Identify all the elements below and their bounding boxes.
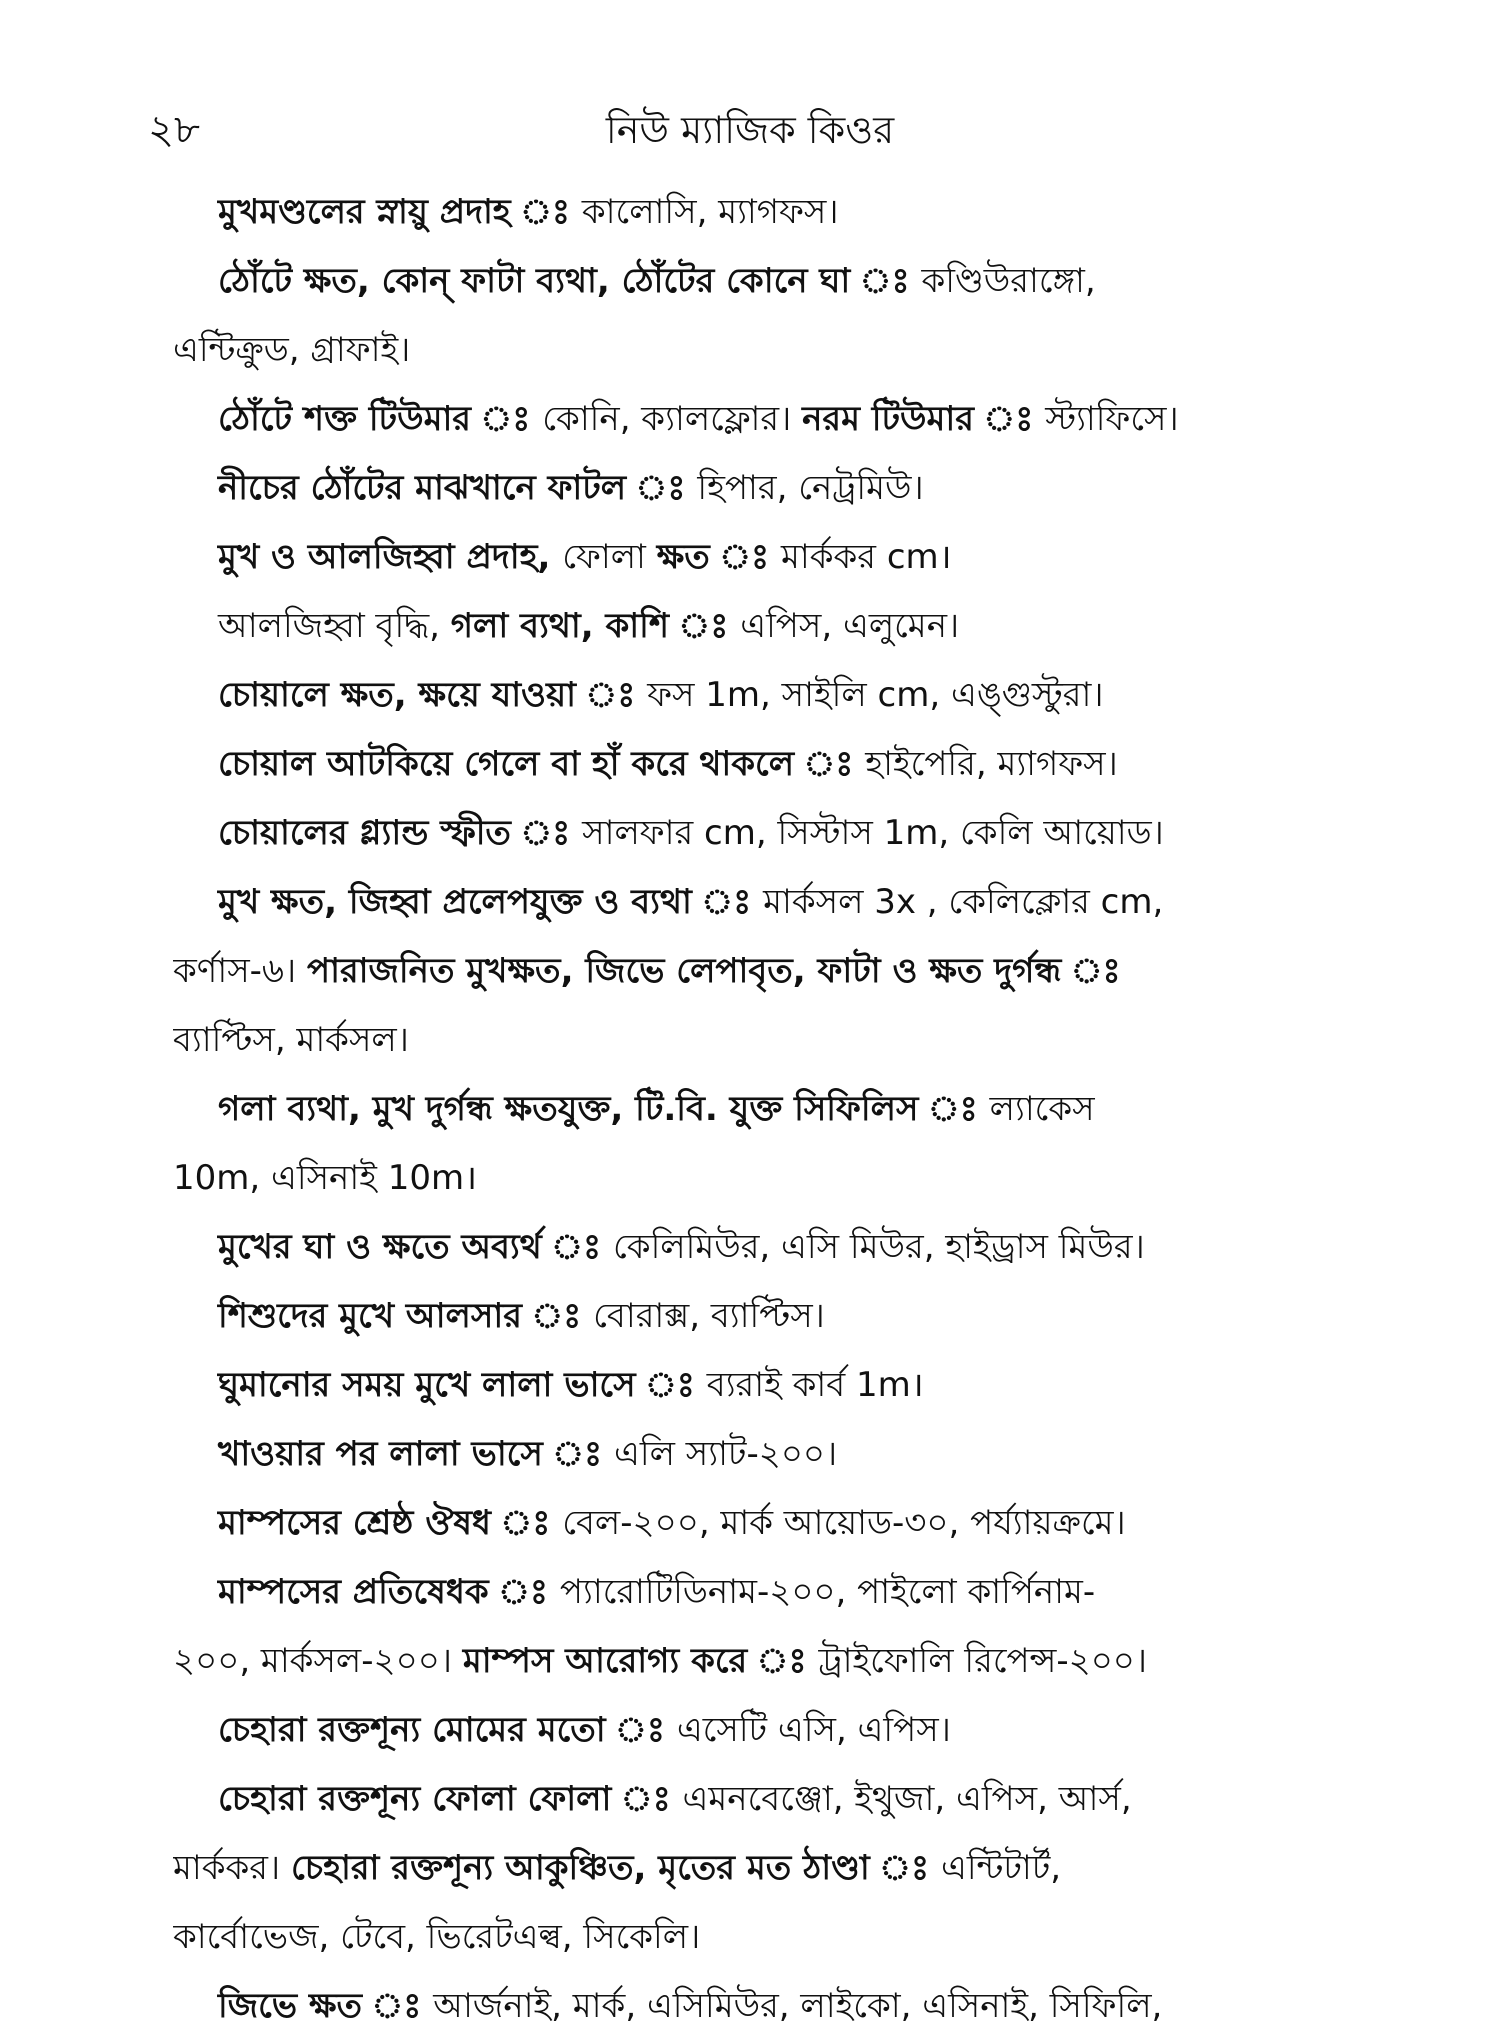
text-line bbox=[173, 1351, 1338, 1420]
remedy-entries bbox=[173, 178, 1338, 2041]
text-line bbox=[173, 1075, 1338, 1144]
text-line bbox=[173, 1006, 1338, 1075]
remedy-text: ব্যাপ্টিস, মার্কসল। bbox=[173, 1020, 409, 1060]
symptom-heading: চেহারা রক্তশূন্য ফোলা ফোলা ঃ bbox=[218, 1779, 683, 1819]
remedy-text: এমনবেঞ্জো, ইথুজা, এপিস, আর্স, bbox=[682, 1779, 1132, 1819]
symptom-heading: গলা ব্যথা, কাশি ঃ bbox=[450, 606, 741, 646]
text-line bbox=[173, 1558, 1338, 1627]
text-line bbox=[173, 523, 1338, 592]
symptom-heading: ঠোঁটে শক্ত টিউমার ঃ bbox=[218, 399, 543, 439]
symptom-heading: মুখমণ্ডলের স্নায়ু প্রদাহ ঃ bbox=[218, 192, 582, 232]
text-line bbox=[173, 1627, 1338, 1696]
remedy-text: কালোসি, ম্যাগফস। bbox=[581, 192, 839, 232]
remedy-text: সালফার cm, সিস্টাস 1m, কেলি আয়োড। bbox=[582, 813, 1164, 853]
page-number: ২৮ bbox=[148, 107, 200, 153]
text-line bbox=[173, 1765, 1338, 1834]
text-line bbox=[173, 385, 1338, 454]
remedy-text: কোনি, ক্যালফ্লোর। bbox=[542, 399, 803, 439]
remedy-text: ল্যাকেস bbox=[989, 1089, 1095, 1129]
remedy-text: কণ্ডিউরাঙ্গো, bbox=[921, 261, 1096, 301]
text-line bbox=[173, 178, 1338, 247]
text-line bbox=[173, 1696, 1338, 1765]
symptom-heading: ঠোঁটে ক্ষত, কোন্ ফাটা ব্যথা, ঠোঁটের কোনে ঘা ঃ bbox=[218, 261, 922, 301]
text-line bbox=[173, 661, 1338, 730]
remedy-text: ২০০, মার্কসল-২০০। bbox=[173, 1641, 463, 1681]
remedy-text: ফস 1m, সাইলি cm, এঙ্গুস্টুরা। bbox=[647, 675, 1104, 715]
symptom-heading: নরম টিউমার ঃ bbox=[802, 399, 1046, 439]
remedy-text: প্যারোটিডিনাম-২০০, পাইলো কার্পিনাম- bbox=[559, 1572, 1096, 1612]
remedy-text: বেল-২০০, মার্ক আয়োড-৩০, পর্য্যায়ক্রমে। bbox=[562, 1503, 1126, 1543]
text-line bbox=[173, 730, 1338, 799]
running-header: নিউ ম্যাজিক কিওর bbox=[605, 108, 895, 152]
remedy-text: মার্ককর cm। bbox=[781, 537, 952, 577]
symptom-heading: শিশুদের মুখে আলসার ঃ bbox=[218, 1296, 594, 1336]
remedy-text: ট্রাইফোলি রিপেন্স-২০০। bbox=[818, 1641, 1148, 1681]
symptom-heading: গলা ব্যথা, মুখ দুর্গন্ধ ক্ষতযুক্ত, টি.বি. যুক্ত সিফিলিস ঃ bbox=[218, 1089, 990, 1129]
text-line bbox=[173, 1903, 1338, 1972]
remedy-text: এলি স্যাট-২০০। bbox=[614, 1434, 838, 1474]
text-line bbox=[173, 1972, 1338, 2041]
text-line bbox=[173, 937, 1338, 1006]
remedy-text: ব্যরাই কার্ব 1m। bbox=[706, 1365, 924, 1405]
symptom-heading: পারাজনিত মুখক্ষত, জিভে লেপাবৃত, ফাটা ও ক্ষত দুর্গন্ধ ঃ bbox=[307, 951, 1121, 991]
symptom-heading: ক্ষত ঃ bbox=[656, 537, 781, 577]
symptom-heading: মুখের ঘা ও ক্ষতে অব্যর্থ ঃ bbox=[218, 1227, 613, 1267]
remedy-text: আলজিহ্বা বৃদ্ধি, bbox=[218, 606, 451, 646]
text-line bbox=[173, 247, 1338, 316]
text-line bbox=[173, 799, 1338, 868]
text-line bbox=[173, 592, 1338, 661]
symptom-heading: মাম্পস আরোগ্য করে ঃ bbox=[462, 1641, 819, 1681]
symptom-heading: জিভে ক্ষত ঃ bbox=[218, 1986, 434, 2026]
symptom-heading: চোয়ালের গ্ল্যান্ড স্ফীত ঃ bbox=[218, 813, 583, 853]
symptom-heading: মুখ ক্ষত, জিহ্বা প্রলেপযুক্ত ও ব্যথা ঃ bbox=[218, 882, 764, 922]
text-line bbox=[173, 1213, 1338, 1282]
symptom-heading: চেহারা রক্তশূন্য মোমের মতো ঃ bbox=[218, 1710, 677, 1750]
text-line bbox=[173, 1144, 1338, 1213]
remedy-text: কেলিমিউর, এসি মিউর, হাইড্রাস মিউর। bbox=[613, 1227, 1145, 1267]
symptom-heading: ঘুমানোর সময় মুখে লালা ভাসে ঃ bbox=[218, 1365, 707, 1405]
remedy-text: মার্ককর। bbox=[173, 1848, 291, 1888]
remedy-text: কার্বোভেজ, টেবে, ভিরেটএল্ব, সিকেলি। bbox=[173, 1917, 701, 1957]
symptom-heading: নীচের ঠোঁটের মাঝখানে ফাটল ঃ bbox=[218, 468, 698, 508]
symptom-heading: মাম্পসের প্রতিষেধক ঃ bbox=[218, 1572, 560, 1612]
remedy-text: 10m, এসিনাই 10m। bbox=[173, 1158, 477, 1198]
text-line bbox=[173, 1834, 1338, 1903]
symptom-heading: চোয়ালে ক্ষত, ক্ষয়ে যাওয়া ঃ bbox=[218, 675, 648, 715]
text-line bbox=[173, 1489, 1338, 1558]
remedy-text: এন্টিটার্ট, bbox=[941, 1848, 1062, 1888]
symptom-heading: মুখ ও আলজিহ্বা প্রদাহ, bbox=[218, 537, 563, 577]
text-line bbox=[173, 1282, 1338, 1351]
remedy-text: হাইপেরি, ম্যাগফস। bbox=[865, 744, 1118, 784]
text-line bbox=[173, 316, 1338, 385]
symptom-heading: খাওয়ার পর লালা ভাসে ঃ bbox=[218, 1434, 615, 1474]
remedy-text: আর্জনাই, মার্ক, এসিমিউর, লাইকো, এসিনাই, সিফিলি, bbox=[433, 1986, 1163, 2026]
remedy-text: মার্কসল 3x , কেলিক্লোর cm, bbox=[763, 882, 1164, 922]
symptom-heading: চেহারা রক্তশূন্য আকুঞ্চিত, মৃতের মত ঠাণ্ডা ঃ bbox=[290, 1848, 941, 1888]
remedy-text: হিপার, নেট্রমিউ। bbox=[697, 468, 924, 508]
remedy-text: এসেটি এসি, এপিস। bbox=[676, 1710, 951, 1750]
remedy-text: এপিস, এলুমেন। bbox=[740, 606, 960, 646]
symptom-heading: মাম্পসের শ্রেষ্ঠ ঔষধ ঃ bbox=[218, 1503, 563, 1543]
remedy-text: বোরাক্স, ব্যাপ্টিস। bbox=[593, 1296, 825, 1336]
symptom-heading: চোয়াল আটকিয়ে গেলে বা হাঁ করে থাকলে ঃ bbox=[218, 744, 866, 784]
text-line bbox=[173, 454, 1338, 523]
text-line bbox=[173, 868, 1338, 937]
remedy-text: ফোলা bbox=[562, 537, 657, 577]
remedy-text: এন্টিক্রুড, গ্রাফাই। bbox=[173, 330, 411, 370]
remedy-text: স্ট্যাফিসে। bbox=[1045, 399, 1179, 439]
remedy-text: কর্ণাস-৬। bbox=[173, 951, 308, 991]
text-line bbox=[173, 1420, 1338, 1489]
